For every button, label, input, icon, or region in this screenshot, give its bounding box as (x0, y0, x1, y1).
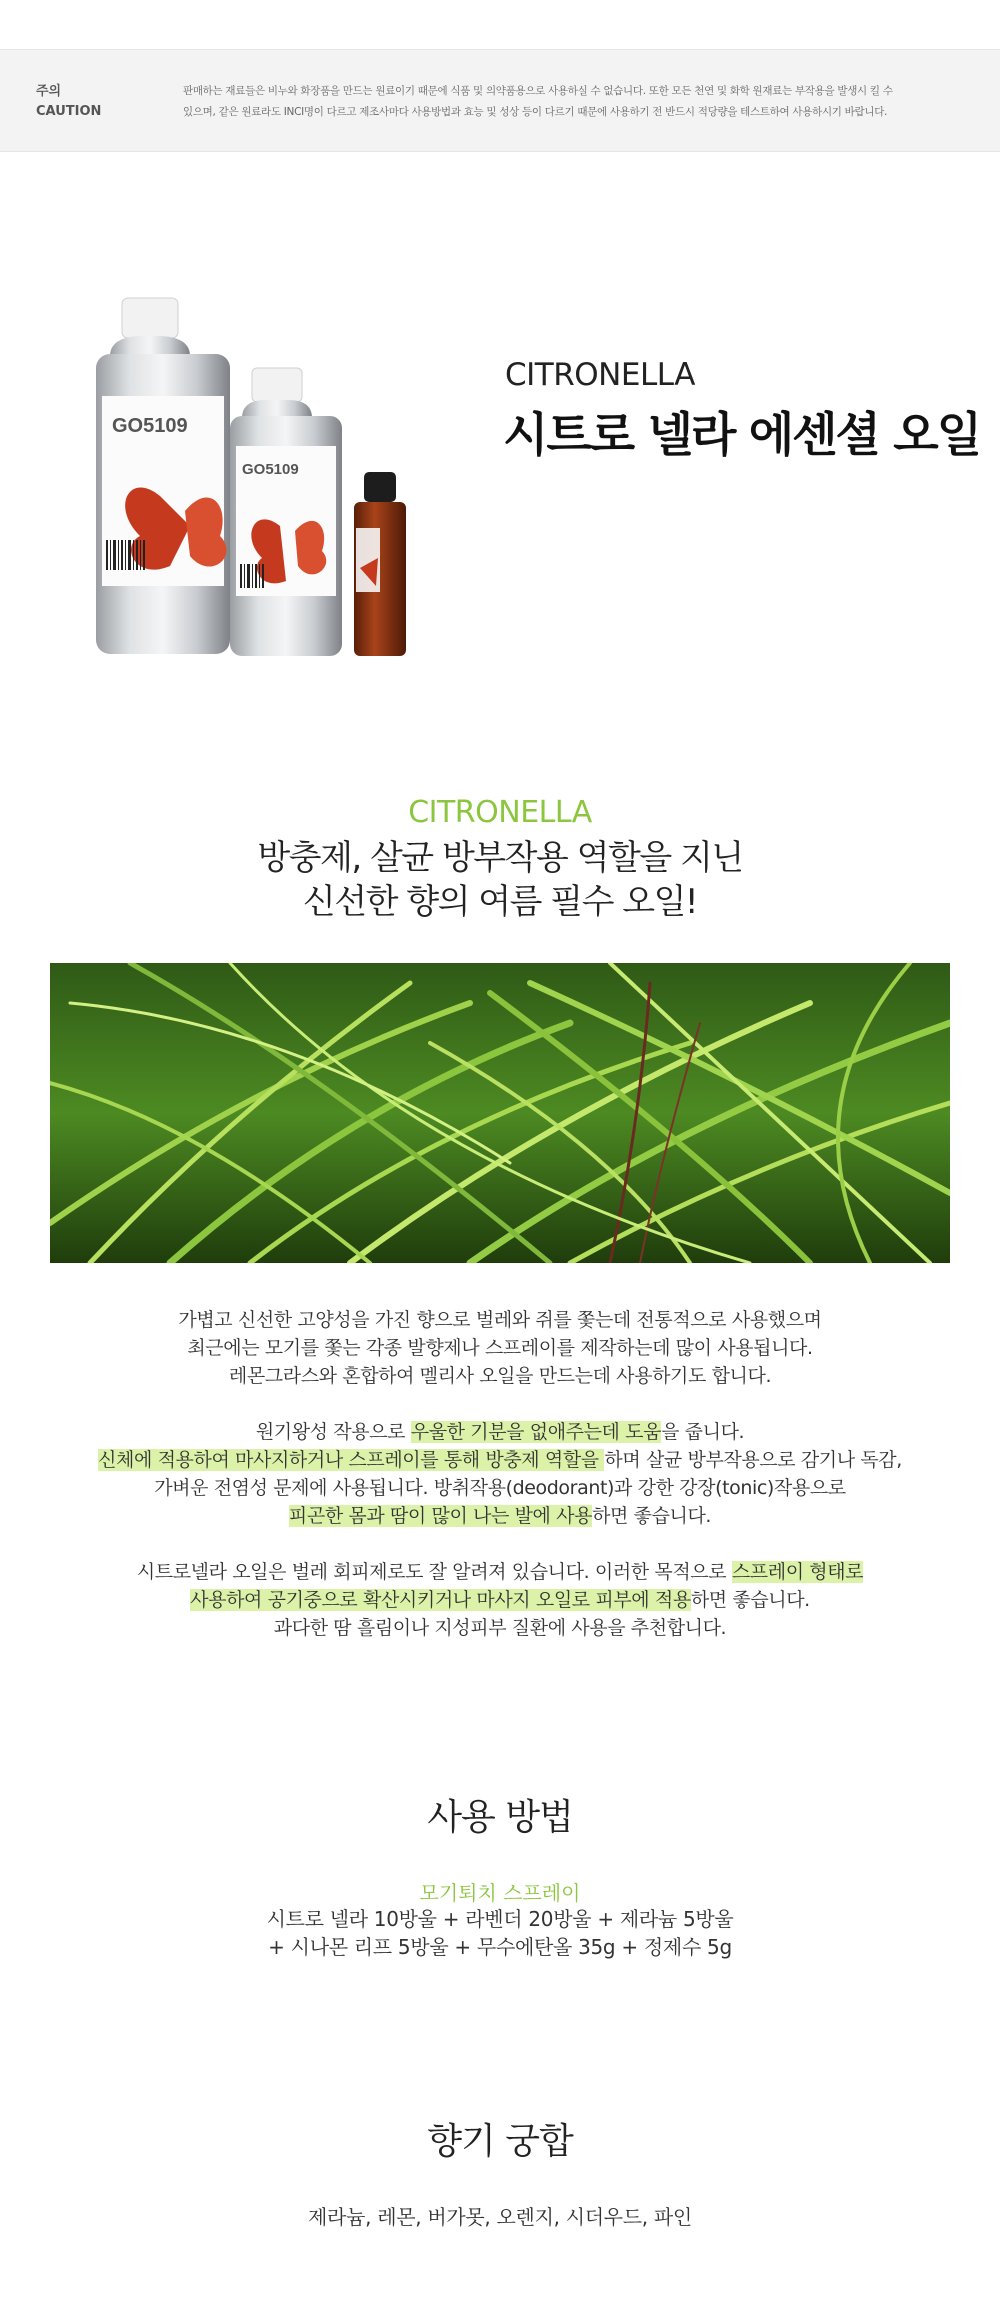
description-p2-line-1 (0, 1418, 1000, 1446)
p2-l2-text-b: 하며 살균 방부작용으로 감기나 독감, (604, 1449, 902, 1471)
intro-kicker: CITRONELLA (408, 795, 592, 830)
large-bottle-label: GO5109 (112, 415, 188, 437)
p2-l4-text-b: 하면 좋습니다. (592, 1505, 712, 1527)
blend-title: 향기 궁합 (427, 2121, 573, 2162)
description-p1-line-1: 가볍고 신선한 고양성을 가진 향으로 벌레와 쥐를 쫓는데 전통적으로 사용했으며 (178, 1309, 822, 1331)
usage-recipe-line-2: + 시나몬 리프 5방울 + 무수에탄올 35g + 정제수 5g (268, 1935, 732, 1959)
description-p2-line-4 (0, 1502, 1000, 1530)
description-paragraph-1 (0, 1306, 1000, 1390)
caution-title-en: CAUTION (36, 104, 102, 119)
caution-line-2: 있으며, 같은 원료라도 INCI명이 다르고 제조사마다 사용방법과 효능 및 성상 등이 다르기 때문에 사용하기 전 반드시 적당량을 테스트하여 사용하시기 바랍니다. (183, 106, 888, 118)
caution-bar (0, 49, 1000, 152)
description-paragraph-3 (0, 1558, 1000, 1642)
large-aluminum-bottle (96, 298, 230, 654)
description (0, 1306, 1000, 1670)
p2-l1-highlight: 우울한 기분을 없애주는데 도움 (410, 1421, 662, 1443)
amber-glass-bottle (354, 472, 406, 656)
p3-l1-text-a: 시트로넬라 오일은 벌레 회피제로도 잘 알려져 있습니다. 이러한 목적으로 (136, 1561, 732, 1583)
blend-items: 제라늄, 레몬, 버가못, 오렌지, 시더우드, 파인 (308, 2205, 692, 2229)
caution-title (36, 82, 101, 122)
description-p2-line-3: 가벼운 전염성 문제에 사용됩니다. 방취작용(deodorant)과 강한 강장(tonic)작용으로 (154, 1477, 846, 1499)
medium-aluminum-bottle (230, 368, 342, 656)
description-p3-line-3: 과다한 땀 흘림이나 지성피부 질환에 사용을 추천합니다. (273, 1617, 727, 1639)
description-p1-line-2: 최근에는 모기를 쫓는 각종 발향제나 스프레이를 제작하는데 많이 사용됩니다. (187, 1337, 813, 1359)
usage-recipe-line-1: 시트로 넬라 10방울 + 라벤더 20방울 + 제라늄 5방울 (266, 1907, 734, 1931)
caution-title-ko: 주의 (36, 84, 62, 99)
product-bottles-image (90, 296, 420, 668)
usage-recipe (0, 1905, 1000, 1961)
intro-headline-line-1: 방충제, 살균 방부작용 역할을 지닌 (257, 838, 743, 878)
product-subtitle: CITRONELLA (505, 357, 695, 393)
p2-l2-highlight: 신체에 적용하여 마사지하거나 스프레이를 통해 방충제 역할을 (98, 1449, 605, 1471)
intro-headline (0, 836, 1000, 924)
citronella-grass-photo (50, 963, 950, 1263)
description-p2-line-2 (0, 1446, 1000, 1474)
p3-l1-highlight: 스프레이 형태로 (731, 1561, 864, 1583)
description-p3-line-1 (0, 1558, 1000, 1586)
caution-line-1: 판매하는 재료들은 비누와 화장품을 만드는 원료이기 때문에 식품 및 의약품용으로 사용하실 수 없습니다. 또한 모든 천연 및 화학 원재료는 부작용을 발생시 킬 수 (183, 85, 893, 97)
description-p3-line-2 (0, 1586, 1000, 1614)
intro-headline-line-2: 신선한 향의 여름 필수 오일! (302, 882, 698, 922)
description-paragraph-2 (0, 1418, 1000, 1530)
medium-bottle-label: GO5109 (242, 461, 299, 478)
p3-l2-text-b: 하면 좋습니다. (690, 1589, 810, 1611)
p2-l1-text-c: 을 줍니다. (661, 1421, 745, 1443)
p2-l1-text-a: 원기왕성 작용으로 (255, 1421, 411, 1443)
p2-l4-highlight: 피곤한 몸과 땀이 많이 나는 발에 사용 (288, 1505, 593, 1527)
usage-recipe-name: 모기퇴치 스프레이 (419, 1881, 581, 1905)
usage-title: 사용 방법 (427, 1797, 573, 1838)
product-title: 시트로 넬라 에센셜 오일 (503, 408, 981, 463)
caution-text (183, 81, 943, 123)
description-p1-line-3: 레몬그라스와 혼합하여 멜리사 오일을 만드는데 사용하기도 합니다. (228, 1365, 772, 1387)
p3-l2-highlight: 사용하여 공기중으로 확산시키거나 마사지 오일로 피부에 적용 (190, 1589, 691, 1611)
